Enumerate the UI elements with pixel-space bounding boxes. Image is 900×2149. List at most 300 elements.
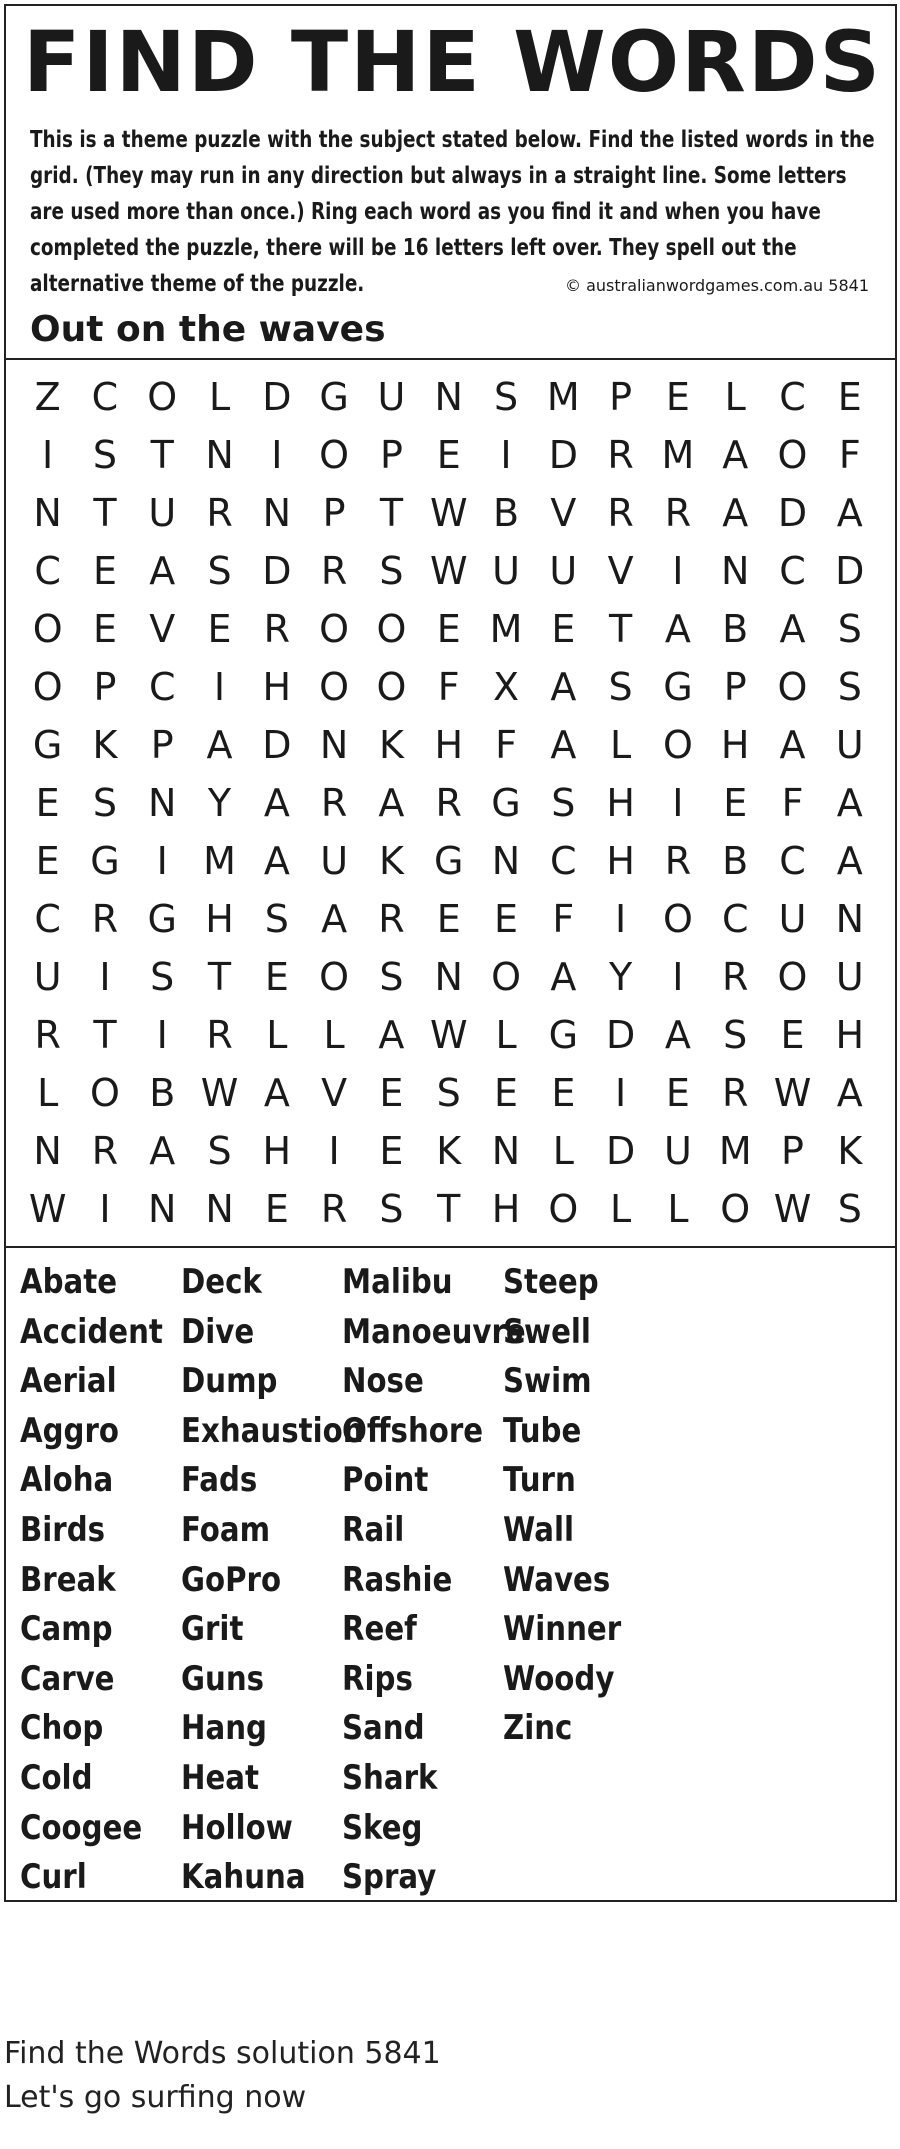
grid-cell[interactable]: T — [437, 1187, 461, 1231]
grid-cell[interactable]: I — [615, 1071, 627, 1115]
grid-cell[interactable]: E — [264, 955, 289, 999]
grid-cell[interactable]: E — [264, 1187, 289, 1231]
word-list-item: Hollow — [181, 1807, 293, 1848]
grid-cell[interactable]: D — [262, 549, 292, 593]
grid-cell[interactable]: S — [837, 665, 862, 709]
grid-cell[interactable]: L — [208, 375, 231, 419]
grid-cell[interactable]: P — [379, 433, 403, 477]
word-list-item: Dive — [181, 1311, 255, 1352]
word-list-item: Nose — [342, 1361, 424, 1402]
grid-cell[interactable]: A — [664, 1013, 691, 1057]
grid-cell[interactable]: E — [494, 1071, 519, 1115]
puzzle-subject: Out on the waves — [30, 309, 386, 350]
grid-cell[interactable]: X — [493, 665, 520, 709]
grid-cell[interactable]: K — [378, 839, 404, 883]
grid-cell[interactable]: R — [320, 1187, 348, 1231]
grid-cell[interactable]: E — [436, 897, 461, 941]
grid-cell[interactable]: A — [149, 549, 176, 593]
word-list-item: Foam — [181, 1509, 271, 1550]
grid-cell[interactable]: I — [42, 433, 54, 477]
grid-cell[interactable]: M — [203, 839, 236, 883]
word-list-item: Camp — [20, 1609, 113, 1650]
word-list-item: Turn — [503, 1460, 576, 1501]
grid-cell[interactable]: D — [605, 1129, 636, 1173]
grid-row — [19, 774, 879, 832]
word-list-item: Point — [342, 1460, 429, 1501]
grid-cell[interactable]: S — [207, 549, 232, 593]
word-list-item: Dump — [181, 1361, 278, 1402]
grid-cell[interactable]: L — [266, 1013, 288, 1057]
word-list-item: Tube — [503, 1410, 582, 1451]
grid-row — [19, 368, 879, 426]
grid-cell[interactable]: T — [93, 1013, 117, 1057]
word-column — [503, 1258, 640, 1754]
grid-cell[interactable]: O — [376, 607, 407, 651]
grid-cell[interactable]: E — [436, 433, 461, 477]
grid-cell[interactable]: M — [718, 1129, 752, 1173]
grid-cell[interactable]: E — [436, 607, 461, 651]
grid-cell[interactable]: A — [378, 781, 405, 825]
grid-cell[interactable]: N — [434, 955, 463, 999]
grid-cell[interactable]: A — [263, 781, 290, 825]
grid-cell[interactable]: H — [835, 1013, 865, 1057]
grid-cell[interactable]: B — [492, 491, 520, 535]
grid-row — [19, 658, 879, 716]
grid-cell[interactable]: S — [150, 955, 175, 999]
grid-cell[interactable]: U — [33, 955, 62, 999]
grid-cell[interactable]: H — [205, 897, 234, 941]
grid-cell[interactable]: A — [664, 607, 691, 651]
grid-cell[interactable]: K — [837, 1129, 863, 1173]
word-list-item: Coogee — [20, 1807, 143, 1848]
grid-cell[interactable]: Y — [609, 955, 633, 999]
grid-cell[interactable]: P — [609, 375, 633, 419]
grid-cell[interactable]: G — [319, 375, 349, 419]
grid-cell[interactable]: A — [836, 781, 863, 825]
puzzle-frame — [4, 4, 897, 1902]
grid-cell[interactable]: E — [837, 375, 862, 419]
word-list-item: Exhaustion — [181, 1410, 364, 1451]
word-list-item: Curl — [20, 1857, 87, 1898]
grid-cell[interactable]: E — [207, 607, 232, 651]
grid-cell[interactable]: R — [435, 781, 462, 825]
word-list-item: Shark — [342, 1757, 438, 1798]
grid-cell[interactable]: E — [92, 549, 117, 593]
word-list-item: Rashie — [342, 1559, 453, 1600]
grid-cell[interactable]: A — [378, 1013, 405, 1057]
grid-cell[interactable]: L — [610, 1187, 632, 1231]
grid-cell[interactable]: R — [320, 781, 348, 825]
word-list-item: Spray — [342, 1857, 437, 1898]
grid-cell[interactable]: P — [781, 1129, 804, 1173]
grid-cell[interactable]: L — [667, 1187, 689, 1231]
grid-cell[interactable]: W — [429, 1013, 468, 1057]
grid-cell[interactable]: K — [378, 723, 404, 767]
grid-cell[interactable]: O — [32, 665, 63, 709]
grid-cell[interactable]: N — [148, 781, 177, 825]
grid-cell[interactable]: C — [779, 549, 806, 593]
grid-cell[interactable]: U — [778, 897, 807, 941]
grid-cell[interactable]: O — [147, 375, 178, 419]
word-list-item: Wall — [503, 1509, 574, 1550]
grid-cell[interactable]: C — [148, 665, 176, 709]
word-list-item: Cold — [20, 1757, 93, 1798]
grid-cell[interactable]: R — [378, 897, 405, 941]
grid-row — [19, 484, 879, 542]
grid-row — [19, 948, 879, 1006]
grid-cell[interactable]: R — [607, 491, 634, 535]
grid-cell[interactable]: V — [550, 491, 577, 535]
word-list-item: Birds — [20, 1509, 106, 1550]
word-list-item: Kahuna — [181, 1857, 306, 1898]
grid-cell[interactable]: U — [664, 1129, 692, 1173]
grid-cell[interactable]: E — [379, 1129, 404, 1173]
grid-cell[interactable]: A — [263, 839, 290, 883]
grid-cell[interactable]: E — [723, 781, 748, 825]
grid-cell[interactable]: A — [550, 665, 577, 709]
grid-cell[interactable]: U — [549, 549, 578, 593]
grid-cell[interactable]: R — [91, 1129, 119, 1173]
grid-cell[interactable]: R — [91, 897, 119, 941]
grid-cell[interactable]: L — [724, 375, 746, 419]
grid-cell[interactable]: D — [605, 1013, 636, 1057]
grid-cell[interactable]: E — [780, 1013, 805, 1057]
grid-cell[interactable]: R — [722, 955, 749, 999]
solution-answer: Let's go surfing now — [4, 2080, 307, 2115]
grid-cell[interactable]: F — [437, 665, 460, 709]
grid-cell[interactable]: L — [37, 1071, 59, 1115]
grid-cell[interactable]: K — [92, 723, 118, 767]
grid-cell[interactable]: D — [777, 491, 808, 535]
grid-cell[interactable]: O — [720, 1187, 751, 1231]
grid-cell[interactable]: N — [33, 1129, 62, 1173]
grid-cell[interactable]: R — [664, 839, 692, 883]
word-list-item: Reef — [342, 1609, 417, 1650]
grid-cell[interactable]: S — [551, 781, 576, 825]
grid-cell[interactable]: D — [262, 723, 292, 767]
grid-cell[interactable]: C — [779, 839, 806, 883]
grid-cell[interactable]: P — [93, 665, 117, 709]
grid-cell[interactable]: N — [148, 1187, 177, 1231]
grid-row — [19, 426, 879, 484]
grid-cell[interactable]: O — [319, 433, 350, 477]
grid-cell[interactable]: M — [489, 607, 523, 651]
grid-cell[interactable]: S — [207, 1129, 232, 1173]
grid-cell[interactable]: I — [213, 665, 226, 709]
grid-cell[interactable]: H — [720, 723, 750, 767]
grid-cell[interactable]: A — [722, 491, 749, 535]
solution-block — [4, 2032, 441, 2120]
word-list-item: Chop — [20, 1708, 104, 1749]
grid-cell[interactable]: R — [664, 491, 692, 535]
grid-cell[interactable]: D — [835, 549, 865, 593]
grid-cell[interactable]: R — [722, 1071, 749, 1115]
grid-cell[interactable]: D — [262, 375, 292, 419]
grid-cell[interactable]: U — [835, 955, 864, 999]
grid-cell[interactable]: P — [150, 723, 174, 767]
grid-cell[interactable]: U — [148, 491, 177, 535]
grid-cell[interactable]: F — [781, 781, 804, 825]
grid-cell[interactable]: W — [773, 1187, 812, 1231]
grid-cell[interactable]: O — [89, 1071, 120, 1115]
grid-cell[interactable]: N — [319, 723, 349, 767]
grid-cell[interactable]: G — [548, 1013, 579, 1057]
grid-cell[interactable]: F — [495, 723, 517, 767]
grid-cell[interactable]: O — [376, 665, 407, 709]
grid-cell[interactable]: S — [92, 781, 117, 825]
grid-cell[interactable]: E — [551, 607, 576, 651]
grid-cell[interactable]: G — [147, 897, 177, 941]
grid-cell[interactable]: E — [35, 839, 60, 883]
grid-cell[interactable]: R — [206, 1013, 233, 1057]
grid-cell[interactable]: W — [773, 1071, 812, 1115]
grid-cell[interactable]: R — [263, 607, 291, 651]
grid-cell[interactable]: H — [606, 839, 635, 883]
grid-cell[interactable]: S — [723, 1013, 748, 1057]
grid-cell[interactable]: S — [837, 607, 862, 651]
grid-cell[interactable]: E — [92, 607, 117, 651]
word-list-item: Deck — [181, 1262, 262, 1302]
grid-cell[interactable]: O — [319, 607, 350, 651]
grid-cell[interactable]: S — [264, 897, 289, 941]
grid-cell[interactable]: H — [606, 781, 635, 825]
grid-cell[interactable]: O — [777, 955, 808, 999]
grid-cell[interactable]: R — [34, 1013, 61, 1057]
grid-cell[interactable]: A — [206, 723, 233, 767]
grid-cell[interactable]: F — [838, 433, 861, 477]
grid-cell[interactable]: I — [156, 1013, 168, 1057]
word-list-item: Waves — [503, 1559, 611, 1600]
grid-cell[interactable]: N — [33, 491, 62, 535]
grid-cell[interactable]: A — [836, 1071, 863, 1115]
grid-cell[interactable]: S — [837, 1187, 862, 1231]
grid-cell[interactable]: H — [434, 723, 464, 767]
grid-row — [19, 1006, 879, 1064]
grid-cell[interactable]: A — [722, 433, 749, 477]
grid-cell[interactable]: N — [491, 839, 521, 883]
word-list-item: Aerial — [20, 1361, 117, 1402]
word-list-item: Fads — [181, 1460, 258, 1501]
puzzle-instructions: This is a theme puzzle with the subject stated below. Find the listed words in the grid. (They may run in any direction but always in a straight line. Some letters are used more than once.) Ring each word as you find it and when you have completed the puzzle, there will be 16 letters left over. They spell out the alternative theme of the puzzle. — [30, 127, 875, 297]
grid-cell[interactable]: S — [379, 1187, 404, 1231]
grid-cell[interactable]: A — [321, 897, 348, 941]
grid-cell[interactable]: I — [672, 955, 684, 999]
grid-cell[interactable]: A — [149, 1129, 176, 1173]
grid-cell[interactable]: A — [836, 839, 863, 883]
grid-cell[interactable]: I — [615, 897, 627, 941]
grid-cell[interactable]: M — [546, 375, 580, 419]
word-column — [20, 1258, 186, 1903]
grid-cell[interactable]: I — [672, 549, 684, 593]
grid-cell[interactable]: V — [321, 1071, 348, 1115]
grid-cell[interactable]: A — [550, 955, 577, 999]
grid-cell[interactable]: K — [436, 1129, 462, 1173]
grid-cell[interactable]: N — [491, 1129, 521, 1173]
word-list-item: Woody — [503, 1658, 615, 1699]
grid-cell[interactable]: S — [379, 549, 404, 593]
word-list-item: Break — [20, 1559, 116, 1600]
grid-cell[interactable]: C — [91, 375, 119, 419]
word-list-item: Skeg — [342, 1807, 423, 1848]
grid-cell[interactable]: B — [722, 839, 749, 883]
grid-cell[interactable]: Z — [34, 375, 61, 419]
credit-line: © australianwordgames.com.au 5841 — [564, 276, 869, 295]
grid-cell[interactable]: P — [322, 491, 346, 535]
grid-cell[interactable]: N — [720, 549, 750, 593]
grid-cell[interactable]: N — [205, 433, 234, 477]
grid-cell[interactable]: V — [149, 607, 176, 651]
grid-cell[interactable]: I — [328, 1129, 340, 1173]
grid-cell[interactable]: A — [263, 1071, 290, 1115]
word-list-item: Swell — [503, 1311, 591, 1352]
grid-cell[interactable]: E — [551, 1071, 576, 1115]
word-list-item: Guns — [181, 1658, 265, 1699]
grid-cell[interactable]: I — [99, 955, 111, 999]
grid-cell[interactable]: L — [610, 723, 632, 767]
word-list-item: Abate — [20, 1262, 118, 1302]
grid-cell[interactable]: H — [262, 665, 292, 709]
grid-cell[interactable]: B — [149, 1071, 176, 1115]
word-list-item: Rips — [342, 1658, 413, 1699]
grid-cell[interactable]: U — [377, 375, 406, 419]
grid-row — [19, 1180, 879, 1238]
grid-cell[interactable]: O — [777, 665, 808, 709]
word-list-item: Accident — [20, 1311, 163, 1352]
word-list-item: Aloha — [20, 1460, 114, 1501]
puzzle-title: FIND THE WORDS — [22, 13, 883, 111]
grid-cell[interactable]: C — [721, 897, 749, 941]
word-list-item: Hang — [181, 1708, 267, 1749]
grid-cell[interactable]: C — [550, 839, 577, 883]
grid-row — [19, 542, 879, 600]
grid-cell[interactable]: G — [491, 781, 521, 825]
grid-bottom-divider — [6, 1246, 895, 1248]
grid-cell[interactable]: F — [552, 897, 575, 941]
grid-cell[interactable]: E — [379, 1071, 404, 1115]
word-list-item: Carve — [20, 1658, 115, 1699]
grid-cell[interactable]: W — [429, 491, 468, 535]
grid-cell[interactable]: A — [550, 723, 577, 767]
word-list-item: Winner — [503, 1609, 622, 1650]
letter-grid — [19, 368, 879, 1238]
grid-cell[interactable]: I — [271, 433, 283, 477]
grid-cell[interactable]: P — [723, 665, 747, 709]
grid-cell[interactable]: M — [661, 433, 695, 477]
grid-cell[interactable]: S — [493, 375, 519, 419]
grid-cell[interactable]: I — [99, 1187, 111, 1231]
word-list-item: Sand — [342, 1708, 425, 1749]
grid-cell[interactable]: S — [379, 955, 404, 999]
grid-cell[interactable]: E — [665, 1071, 690, 1115]
grid-cell[interactable]: V — [607, 549, 634, 593]
grid-cell[interactable]: D — [548, 433, 578, 477]
word-list-item: Manoeuvre — [342, 1311, 526, 1352]
grid-cell[interactable]: A — [836, 491, 863, 535]
grid-cell[interactable]: S — [92, 433, 117, 477]
grid-cell[interactable]: A — [779, 723, 806, 767]
grid-cell[interactable]: C — [34, 897, 61, 941]
grid-cell[interactable]: S — [608, 665, 633, 709]
grid-cell[interactable]: H — [262, 1129, 292, 1173]
grid-cell[interactable]: T — [150, 433, 174, 477]
grid-cell[interactable]: W — [28, 1187, 67, 1231]
grid-cell[interactable]: G — [32, 723, 63, 767]
grid-cell[interactable]: E — [35, 781, 60, 825]
grid-cell[interactable]: L — [552, 1129, 574, 1173]
grid-top-divider — [6, 358, 895, 360]
grid-cell[interactable]: L — [495, 1013, 517, 1057]
grid-cell[interactable]: C — [34, 549, 61, 593]
grid-cell[interactable]: T — [379, 491, 404, 535]
grid-cell[interactable]: C — [779, 375, 806, 419]
grid-row — [19, 1064, 879, 1122]
grid-cell[interactable]: N — [835, 897, 865, 941]
word-list-item: Rail — [342, 1509, 405, 1550]
grid-cell[interactable]: B — [722, 607, 749, 651]
word-list-item: Zinc — [503, 1708, 573, 1749]
grid-cell[interactable]: O — [491, 955, 521, 999]
grid-cell[interactable]: O — [548, 1187, 579, 1231]
grid-cell[interactable]: O — [662, 897, 693, 941]
grid-cell[interactable]: E — [665, 375, 690, 419]
grid-cell[interactable]: T — [609, 607, 633, 651]
word-list-item: Offshore — [342, 1410, 484, 1451]
grid-cell[interactable]: I — [156, 839, 168, 883]
grid-row — [19, 890, 879, 948]
grid-row — [19, 716, 879, 774]
grid-cell[interactable]: Y — [207, 781, 232, 825]
grid-cell[interactable]: O — [32, 607, 63, 651]
grid-cell[interactable]: S — [436, 1071, 461, 1115]
grid-cell[interactable]: W — [429, 549, 468, 593]
grid-cell[interactable]: N — [262, 491, 292, 535]
word-list-item: Heat — [181, 1757, 260, 1798]
grid-cell[interactable]: T — [207, 955, 232, 999]
grid-cell[interactable]: R — [607, 433, 634, 477]
grid-row — [19, 832, 879, 890]
grid-cell[interactable]: H — [491, 1187, 521, 1231]
word-list-item: GoPro — [181, 1559, 282, 1600]
grid-cell[interactable]: O — [777, 433, 808, 477]
grid-cell[interactable]: T — [93, 491, 117, 535]
grid-cell[interactable]: G — [434, 839, 464, 883]
grid-cell[interactable]: L — [323, 1013, 345, 1057]
grid-cell[interactable]: I — [672, 781, 684, 825]
grid-cell[interactable]: O — [319, 955, 350, 999]
word-list-item: Grit — [181, 1609, 244, 1650]
grid-row — [19, 600, 879, 658]
grid-cell[interactable]: O — [662, 723, 693, 767]
grid-cell[interactable]: E — [494, 897, 519, 941]
grid-cell[interactable]: G — [90, 839, 120, 883]
grid-cell[interactable]: N — [205, 1187, 234, 1231]
grid-cell[interactable]: I — [500, 433, 512, 477]
word-list-item: Steep — [503, 1262, 599, 1302]
word-list-item: Malibu — [342, 1262, 453, 1302]
grid-cell[interactable]: A — [779, 607, 806, 651]
grid-cell[interactable]: R — [206, 491, 233, 535]
grid-cell[interactable]: U — [492, 549, 520, 593]
grid-cell[interactable]: W — [200, 1071, 239, 1115]
grid-cell[interactable]: U — [320, 839, 349, 883]
solution-title: Find the Words solution 5841 — [4, 2036, 441, 2071]
grid-cell[interactable]: O — [319, 665, 350, 709]
grid-cell[interactable]: G — [663, 665, 693, 709]
grid-cell[interactable]: N — [434, 375, 463, 419]
grid-row — [19, 1122, 879, 1180]
grid-cell[interactable]: R — [320, 549, 348, 593]
grid-cell[interactable]: U — [835, 723, 864, 767]
